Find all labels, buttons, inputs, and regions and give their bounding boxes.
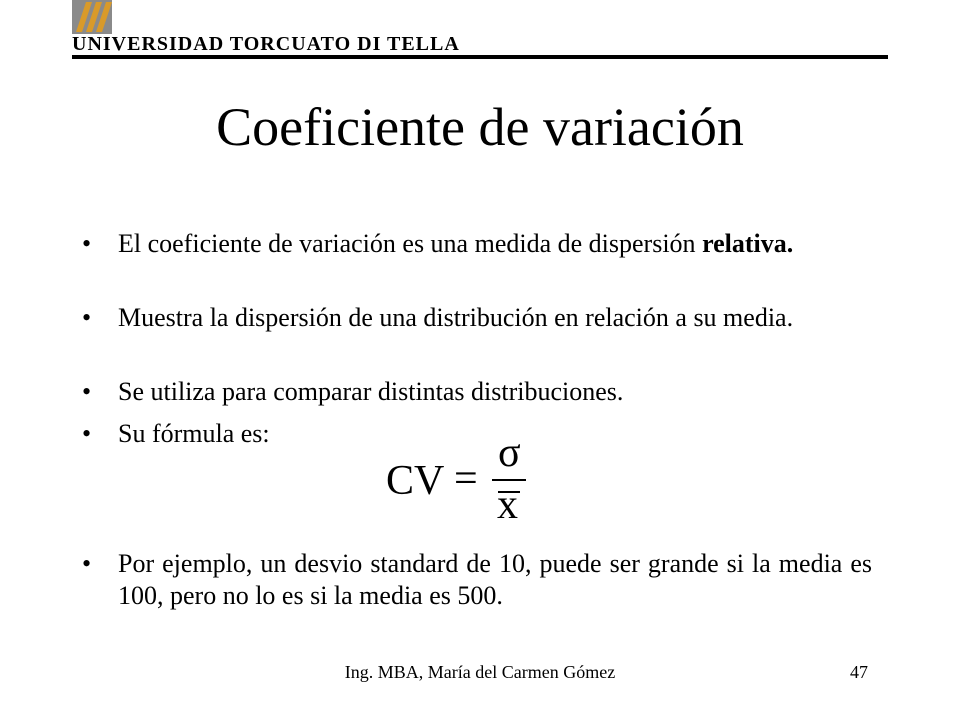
bullet-item [82,302,872,334]
bullet-dot: • [82,419,92,448]
bullet-text [118,228,872,260]
bullet-text: Se utiliza para comparar distintas distribuciones. [118,377,624,406]
formula-equals: = [454,456,478,502]
university-logo [72,0,112,34]
bullet-dot: • [82,303,92,332]
formula-denominator: x [497,482,518,528]
bullet-text: Por ejemplo, un desvio standard de 10, puede ser grande si la media es 100, pero no lo es si la media es 500. [118,549,872,610]
page-number: 47 [850,662,868,682]
bullet-text: Su fórmula es: [118,419,270,448]
bullet-text-normal: El coeficiente de variación es una medida de dispersión [118,229,703,258]
formula-lhs: CV [386,458,445,504]
university-name: UNIVERSIDAD TORCUATO DI TELLA [72,33,460,55]
footer-author: Ing. MBA, María del Carmen Gómez [344,662,616,682]
bullet-dot: • [82,377,92,406]
cv-formula [386,430,536,530]
bullet-item [82,548,872,612]
bullet-dot: • [82,549,92,578]
bullet-dot: • [82,229,92,258]
bullet-text: Muestra la dispersión de una distribución en relación a su media. [118,303,794,332]
bullet-item [82,228,872,260]
formula-numerator: σ [498,430,521,476]
bullet-text-bold: relativa. [702,229,794,258]
header-rule [72,55,888,59]
slide-title: Coeficiente de variación [216,97,744,157]
bullet-item [82,376,872,408]
